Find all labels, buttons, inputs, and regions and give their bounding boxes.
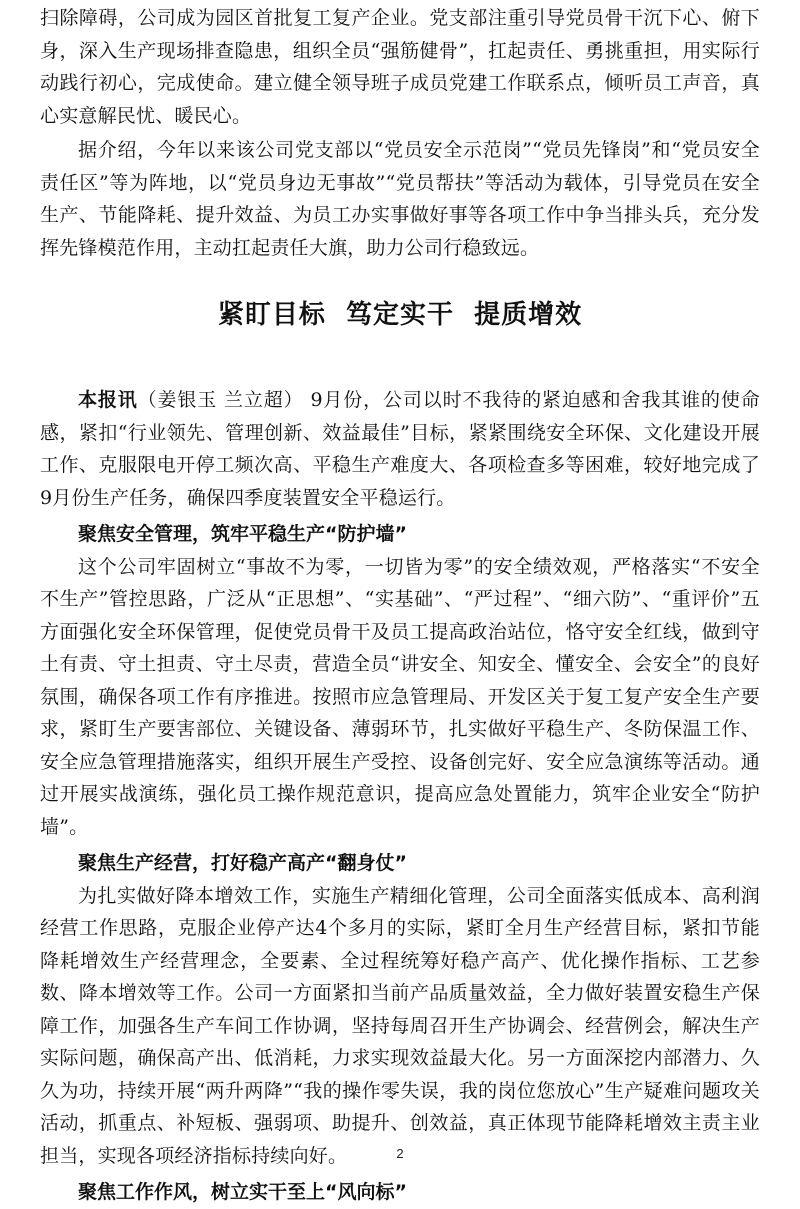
section-heading-production: 聚焦生产经营，打好稳产高产“翻身仗”: [78, 852, 407, 874]
document-page: [40, 0, 760, 1209]
page-number: 2: [396, 1146, 404, 1161]
section-body-safety: 这个公司牢固树立“事故不为零，一切皆为零”的安全绩效观，严格落实“不安全不生产”管控思路，广泛从“正思想”、“实基础”、“严过程”、“细六防”、“重评价”五方面强化安全环保管理，促使党员骨干及员工提高政治站位，恪守安全红线，做到守土有责、守土担责、守土尽责，营造全员“讲安全、知安全、懂安全、会安全”的良好氛围，确保各项工作有序推进。按照市应急管理局、开发区关于复工复产安全生产要求，紧盯生产要害部位、关键设备、薄弱环节，扎实做好平稳生产、冬防保温工作、安全应急管理措施落实，组织开展生产受控、设备创完好、安全应急演练等活动。通过开展实战演练，强化员工操作规范意识，提高应急处置能力，筑牢企业安全“防护墙”。: [40, 555, 760, 838]
intro-paragraph-2: 据介绍，今年以来该公司党支部以“党员安全示范岗”“党员先锋岗”和“党员安全责任区”等为阵地，以“党员身边无事故”“党员帮扶”等活动为载体，引导党员在安全生产、节能降耗、提升效益、为员工办实事做好事等各项工作中争当排头兵，充分发挥先锋模范作用，主动扛起责任大旗，助力公司行稳致远。: [40, 139, 760, 259]
section-heading-work-style: 聚焦工作作风，树立实干至上“风向标”: [78, 1181, 407, 1203]
intro-paragraph-1: 扫除障碍，公司成为园区首批复工复产企业。党支部注重引导党员骨干沉下心、俯下身，深入生产现场排查隐患，组织全员“强筋健骨”，扛起责任、勇挑重担，用实际行动践行初心，完成使命。建立健全领导班子成员党建工作联系点，倾听员工声音，真心实意解民忧、暖民心。: [40, 7, 760, 127]
article-lead-paragraph: [40, 384, 760, 514]
article-byline: 本报讯: [78, 389, 138, 411]
section-body-production: 为扎实做好降本增效工作，实施生产精细化管理，公司全面落实低成本、高利润经营工作思路，克服企业停产达4个多月的实际，紧盯全月生产经营目标，紧扣节能降耗增效生产经营理念，全要素、全过程统筹好稳产高产、优化操作指标、工艺参数、降本增效等工作。公司一方面紧扣当前产品质量效益，全力做好装置安稳生产保障工作，加强各生产车间工作协调，坚持每周召开生产协调会、经营例会，解决生产实际问题，确保高产出、低消耗，力求实现效益最大化。另一方面深挖内部潜力、久久为功，持续开展“两升两降”“我的操作零失误，我的岗位您放心”生产疑难问题攻关活动，抓重点、补短板、强弱项、助提升、创效益，真正体现节能降耗增效主责主业担当，实现各项经济指标持续向好。: [40, 884, 760, 1167]
article-title: 紧盯目标 笃定实干 提质增效: [217, 300, 583, 330]
section-heading-safety: 聚焦安全管理，筑牢平稳生产“防护墙”: [78, 523, 407, 545]
article-lead-text: （姜银玉 兰立超） 9月份，公司以时不我待的紧迫感和舍我其谁的使命感，紧扣“行业领先、管理创新、效益最佳”目标，紧紧围绕安全环保、文化建设开展工作、克服限电开停工频次高、平稳生产难度大、各项检查多等困难，较好地完成了9月份生产任务，确保四季度装置安全平稳运行。: [40, 389, 760, 509]
